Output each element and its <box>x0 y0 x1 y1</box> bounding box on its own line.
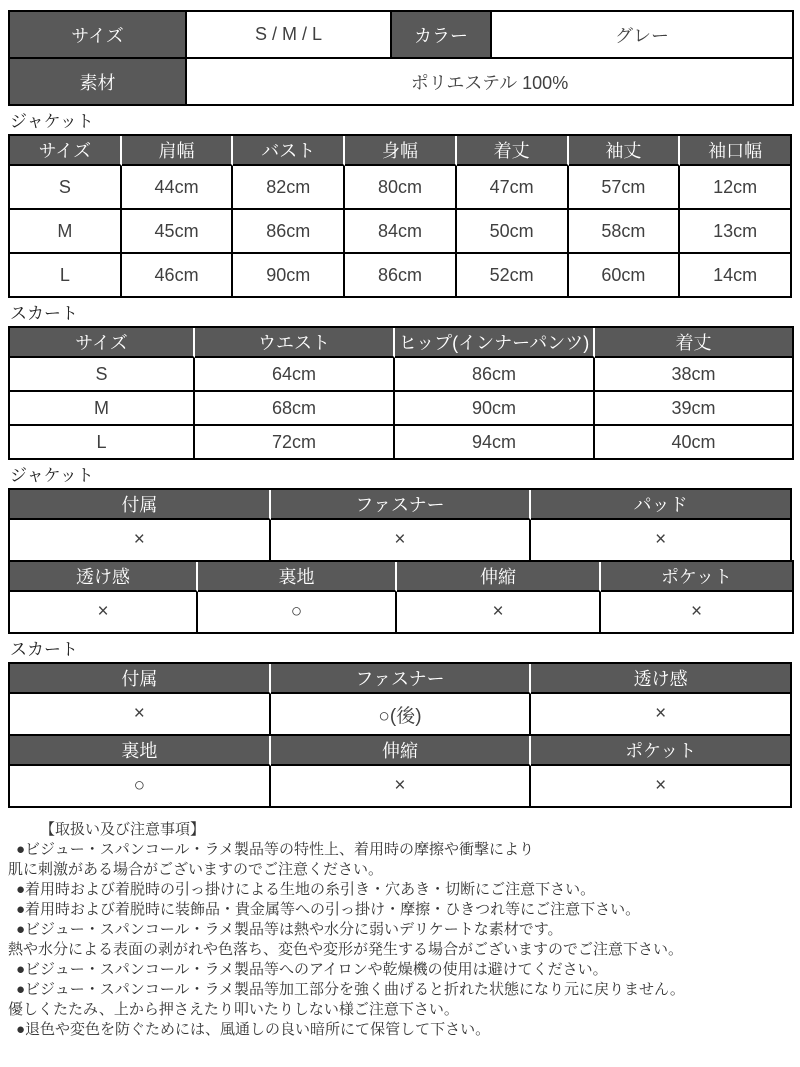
skirt-row-l <box>10 426 794 460</box>
jacket-row-s <box>10 166 792 210</box>
skirt-features-value-row-2 <box>10 766 792 808</box>
feature-value-cell: ○(後) <box>271 694 532 736</box>
column-header-body-width: 身幅 <box>345 136 457 166</box>
jacket-row-m <box>10 210 792 254</box>
feature-header-lining: 裏地 <box>198 562 397 592</box>
feature-header-stretch: 伸縮 <box>397 562 601 592</box>
jacket-features-header-row-1 <box>10 490 792 520</box>
measurement-cell: 44cm <box>122 166 234 210</box>
feature-value-cell: × <box>531 766 792 808</box>
feature-header-sheerness: 透け感 <box>531 664 792 694</box>
feature-value-cell: × <box>10 592 198 634</box>
material-value-cell: ポリエステル 100% <box>187 59 794 106</box>
feature-value-cell: × <box>601 592 794 634</box>
measurement-cell: 38cm <box>595 358 794 392</box>
jacket-header-row <box>10 136 792 166</box>
column-header-shoulder: 肩幅 <box>122 136 234 166</box>
column-header-size: サイズ <box>10 328 195 358</box>
feature-value-cell: × <box>397 592 601 634</box>
care-note-line: ●ビジュー・スパンコール・ラメ製品等は熱や水分に弱いデリケートな素材です。 <box>16 921 563 938</box>
measurement-cell: 45cm <box>122 210 234 254</box>
feature-value-cell: × <box>10 520 271 562</box>
skirt-features-section-label: スカート <box>10 640 78 659</box>
column-header-waist: ウエスト <box>195 328 395 358</box>
skirt-features-value-row-1 <box>10 694 792 736</box>
measurement-cell: 86cm <box>395 358 595 392</box>
skirt-row-s <box>10 358 794 392</box>
column-header-cuff: 袖口幅 <box>680 136 792 166</box>
care-note-line: 優しくたたみ、上から押さえたり叩いたりしない様ご注意下さい。 <box>8 1001 459 1018</box>
feature-header-fastener: ファスナー <box>271 664 532 694</box>
feature-value-cell: × <box>531 694 792 736</box>
jacket-features-section-label: ジャケット <box>10 466 94 485</box>
jacket-features-header-row-2 <box>10 562 794 592</box>
measurement-cell: 90cm <box>395 392 595 426</box>
skirt-section-label: スカート <box>10 304 78 323</box>
feature-header-stretch: 伸縮 <box>271 736 532 766</box>
measurement-cell: 90cm <box>233 254 345 298</box>
size-cell: S <box>10 358 195 392</box>
jacket-measurements-table <box>8 134 792 298</box>
size-cell: L <box>10 254 122 298</box>
column-header-size: サイズ <box>10 136 122 166</box>
measurement-cell: 50cm <box>457 210 569 254</box>
size-value-cell: S / M / L <box>187 12 392 59</box>
feature-header-pad: パッド <box>531 490 792 520</box>
jacket-section-label: ジャケット <box>10 112 94 131</box>
measurement-cell: 84cm <box>345 210 457 254</box>
measurement-cell: 57cm <box>569 166 681 210</box>
measurement-cell: 86cm <box>345 254 457 298</box>
size-label-cell: サイズ <box>10 12 187 59</box>
measurement-cell: 82cm <box>233 166 345 210</box>
skirt-header-row <box>10 328 794 358</box>
measurement-cell: 12cm <box>680 166 792 210</box>
feature-header-accessory: 付属 <box>10 664 271 694</box>
column-header-bust: バスト <box>233 136 345 166</box>
feature-header-accessory: 付属 <box>10 490 271 520</box>
column-header-length: 着丈 <box>595 328 794 358</box>
column-header-sleeve: 袖丈 <box>569 136 681 166</box>
jacket-row-l <box>10 254 792 298</box>
care-notes-title: 【取扱い及び注意事項】 <box>40 821 206 838</box>
jacket-features-value-row-2 <box>10 592 794 634</box>
jacket-features-table-2 <box>8 560 794 634</box>
measurement-cell: 39cm <box>595 392 794 426</box>
care-note-line: ●ビジュー・スパンコール・ラメ製品等の特性上、着用時の摩擦や衝撃により <box>16 841 535 858</box>
size-cell: M <box>10 210 122 254</box>
skirt-features-table-1 <box>8 662 792 736</box>
skirt-row-m <box>10 392 794 426</box>
size-cell: L <box>10 426 195 460</box>
measurement-cell: 13cm <box>680 210 792 254</box>
size-cell: M <box>10 392 195 426</box>
measurement-cell: 40cm <box>595 426 794 460</box>
care-notes <box>8 820 792 1040</box>
feature-value-cell: ○ <box>198 592 397 634</box>
measurement-cell: 52cm <box>457 254 569 298</box>
care-note-line: ●着用時および着脱時に装飾品・貴金属等への引っ掛け・摩擦・ひきつれ等にご注意下さい。 <box>16 901 641 918</box>
measurement-cell: 14cm <box>680 254 792 298</box>
skirt-features-header-row-1 <box>10 664 792 694</box>
color-value-cell: グレー <box>492 12 794 59</box>
column-header-length: 着丈 <box>457 136 569 166</box>
column-header-hip: ヒップ(インナーパンツ) <box>395 328 595 358</box>
measurement-cell: 86cm <box>233 210 345 254</box>
measurement-cell: 58cm <box>569 210 681 254</box>
size-cell: S <box>10 166 122 210</box>
feature-value-cell: ○ <box>10 766 271 808</box>
care-note-line: 肌に刺激がある場合がございますのでご注意ください。 <box>8 861 384 878</box>
skirt-features-table-2 <box>8 734 792 808</box>
feature-header-lining: 裏地 <box>10 736 271 766</box>
material-label-cell: 素材 <box>10 59 187 106</box>
product-summary-table <box>8 10 794 106</box>
measurement-cell: 80cm <box>345 166 457 210</box>
care-note-line: ●退色や変色を防ぐためには、風通しの良い暗所にて保管して下さい。 <box>16 1021 491 1038</box>
feature-header-sheerness: 透け感 <box>10 562 198 592</box>
feature-header-fastener: ファスナー <box>271 490 532 520</box>
care-note-line: ●ビジュー・スパンコール・ラメ製品等加工部分を強く曲げると折れた状態になり元に戻りません。 <box>16 981 685 998</box>
jacket-features-table-1 <box>8 488 792 562</box>
feature-value-cell: × <box>271 766 532 808</box>
skirt-measurements-table <box>8 326 794 460</box>
color-label-cell: カラー <box>392 12 492 59</box>
summary-row-size-color <box>10 12 794 59</box>
feature-value-cell: × <box>10 694 271 736</box>
care-note-line: ●着用時および着脱時の引っ掛けによる生地の糸引き・穴あき・切断にご注意下さい。 <box>16 881 596 898</box>
feature-header-pocket: ポケット <box>601 562 794 592</box>
feature-header-pocket: ポケット <box>531 736 792 766</box>
feature-value-cell: × <box>531 520 792 562</box>
measurement-cell: 72cm <box>195 426 395 460</box>
measurement-cell: 64cm <box>195 358 395 392</box>
care-note-line: 熱や水分による表面の剥がれや色落ち、変色や変形が発生する場合がございますのでご注意下さい。 <box>8 941 684 958</box>
jacket-features-value-row-1 <box>10 520 792 562</box>
feature-value-cell: × <box>271 520 532 562</box>
measurement-cell: 47cm <box>457 166 569 210</box>
measurement-cell: 60cm <box>569 254 681 298</box>
summary-row-material <box>10 59 794 106</box>
measurement-cell: 46cm <box>122 254 234 298</box>
care-note-line: ●ビジュー・スパンコール・ラメ製品等へのアイロンや乾燥機の使用は避けてください。 <box>16 961 608 978</box>
skirt-features-header-row-2 <box>10 736 792 766</box>
measurement-cell: 68cm <box>195 392 395 426</box>
measurement-cell: 94cm <box>395 426 595 460</box>
